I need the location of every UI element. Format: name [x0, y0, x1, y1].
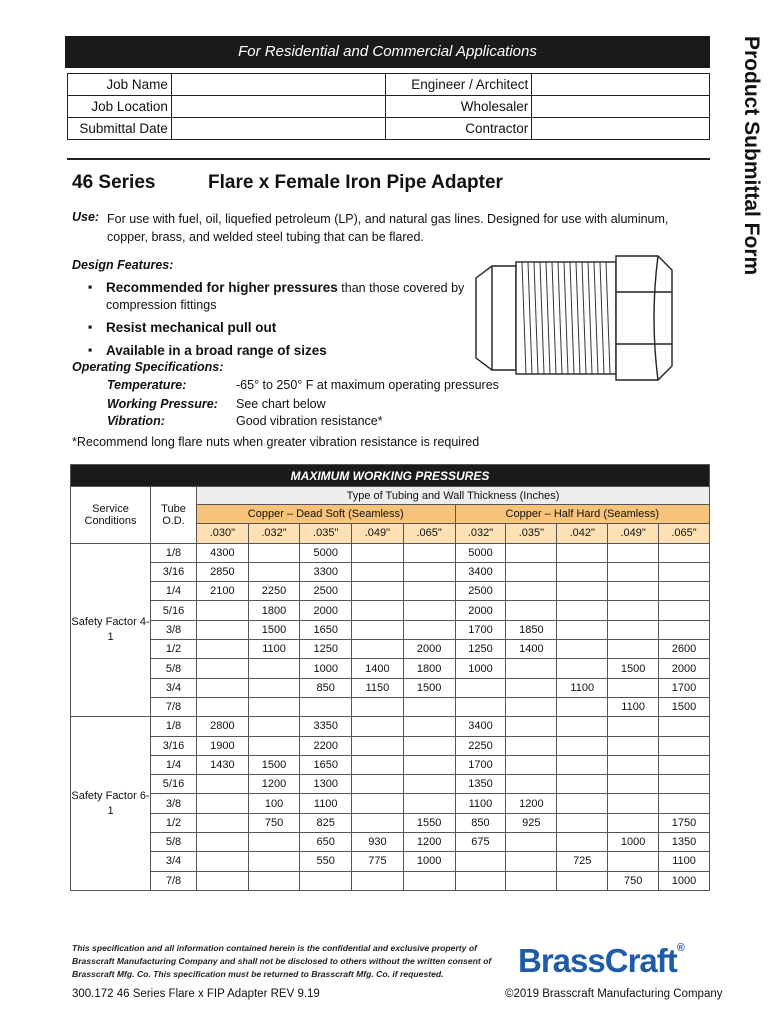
table-row: [71, 794, 710, 813]
pressure-cell: 3400: [455, 717, 506, 736]
pressure-cell: [608, 601, 659, 620]
pressure-cell: 1250: [455, 640, 506, 659]
tube-od-cell: 3/16: [151, 736, 197, 755]
pressure-cell: [197, 794, 249, 813]
use-text: For use with fuel, oil, liquefied petroleum (LP), and natural gas lines. Designed for use with aluminum, copper, brass, and welded steel tubing that can be flared.: [107, 212, 669, 244]
info-value-field[interactable]: [532, 96, 710, 118]
pressure-cell: 1000: [608, 833, 659, 852]
pressure-cell: 1200: [248, 775, 300, 794]
spec-key: Vibration:: [107, 414, 165, 428]
bullet-icon: ▪: [88, 280, 93, 294]
pressure-cell: [197, 678, 249, 697]
feature-item: [88, 279, 486, 314]
table-row: [71, 620, 710, 639]
wall-thickness-header: .049": [352, 524, 404, 543]
vibration-note: *Recommend long flare nuts when greater vibration resistance is required: [72, 435, 480, 449]
brasscraft-logo: [518, 942, 684, 980]
table-row: [71, 678, 710, 697]
tube-od-cell: 5/8: [151, 833, 197, 852]
pressure-cell: 2800: [197, 717, 249, 736]
pressure-cell: 1000: [403, 852, 455, 871]
pressure-cell: [608, 794, 659, 813]
pressure-cell: 550: [300, 852, 352, 871]
pressure-cell: [608, 543, 659, 562]
tube-od-cell: 1/2: [151, 640, 197, 659]
pressure-cell: 1200: [506, 794, 557, 813]
wall-thickness-header: .035": [506, 524, 557, 543]
pressure-cell: [659, 794, 710, 813]
pressure-cell: [608, 813, 659, 832]
pressure-cell: [557, 601, 608, 620]
feature-bold: Resist mechanical pull out: [106, 320, 277, 335]
pressure-cell: 1650: [300, 620, 352, 639]
info-row: [68, 96, 710, 118]
pressure-cell: [197, 852, 249, 871]
pressure-cell: [659, 543, 710, 562]
wall-thickness-header: .065": [403, 524, 455, 543]
pressure-cell: [608, 562, 659, 581]
pressure-cell: 1700: [659, 678, 710, 697]
pressure-cell: [352, 640, 404, 659]
pressure-cell: [197, 697, 249, 716]
pressure-cell: [557, 871, 608, 890]
feature-bold: Recommended for higher pressures: [106, 280, 338, 295]
pressure-cell: 930: [352, 833, 404, 852]
pressure-cell: 1700: [455, 755, 506, 774]
pressure-cell: [352, 794, 404, 813]
pressure-cell: [506, 697, 557, 716]
pressure-cell: 2500: [455, 582, 506, 601]
pressure-cell: [608, 678, 659, 697]
feature-item: [88, 319, 486, 337]
wall-thickness-header: .042": [557, 524, 608, 543]
pressure-cell: 1400: [506, 640, 557, 659]
spec-key: Temperature:: [107, 378, 187, 392]
pressure-cell: 750: [248, 813, 300, 832]
tube-od-cell: 5/16: [151, 601, 197, 620]
info-label: Engineer / Architect: [386, 74, 532, 96]
pressure-cell: [455, 871, 506, 890]
pressure-cell: 650: [300, 833, 352, 852]
pressure-cell: [197, 871, 249, 890]
table-row: [71, 601, 710, 620]
pressure-cell: 1350: [455, 775, 506, 794]
pressure-cell: 1100: [557, 678, 608, 697]
pressure-cell: 5000: [455, 543, 506, 562]
pressure-cell: 2100: [197, 582, 249, 601]
pressure-cell: 2000: [455, 601, 506, 620]
pressure-cell: [352, 717, 404, 736]
wall-thickness-header: .032": [455, 524, 506, 543]
bullet-icon: ▪: [88, 343, 93, 357]
pressure-cell: [352, 582, 404, 601]
pressure-cell: [352, 736, 404, 755]
pressure-cell: 1300: [300, 775, 352, 794]
tube-od-cell: 5/8: [151, 659, 197, 678]
pressure-cell: [455, 697, 506, 716]
pressure-cell: [197, 833, 249, 852]
tube-od-cell: 1/8: [151, 717, 197, 736]
tube-od-cell: 7/8: [151, 697, 197, 716]
tube-od-cell: 1/4: [151, 582, 197, 601]
pressure-cell: 1400: [352, 659, 404, 678]
section-divider: [67, 158, 710, 160]
half-hard-header: Copper – Half Hard (Seamless): [455, 505, 709, 524]
pressure-cell: 1000: [659, 871, 710, 890]
pressure-cell: [506, 543, 557, 562]
pressure-cell: [608, 736, 659, 755]
table-row: [71, 697, 710, 716]
pressure-cell: 2000: [300, 601, 352, 620]
pressure-cell: [557, 640, 608, 659]
pressure-cell: [659, 717, 710, 736]
tube-od-header: Tube O.D.: [151, 487, 197, 544]
pressure-cell: [506, 659, 557, 678]
pressure-cell: [300, 871, 352, 890]
feature-item: [88, 342, 486, 360]
pressure-cell: 3300: [300, 562, 352, 581]
wall-thickness-header: .035": [300, 524, 352, 543]
applications-banner: For Residential and Commercial Applications: [65, 36, 710, 68]
pressure-cell: 1500: [248, 755, 300, 774]
table-row: [71, 755, 710, 774]
pressure-cell: [608, 640, 659, 659]
pressure-cell: [248, 833, 300, 852]
pressure-cell: [403, 543, 455, 562]
pressure-cell: [248, 678, 300, 697]
spec-value: -65° to 250° F at maximum operating pressures: [236, 378, 499, 392]
pressure-cell: [403, 775, 455, 794]
pressure-cell: [403, 620, 455, 639]
pressure-cell: [557, 659, 608, 678]
pressure-cell: [248, 562, 300, 581]
pressure-cell: [352, 601, 404, 620]
pressure-cell: [248, 659, 300, 678]
pressure-cell: 3350: [300, 717, 352, 736]
side-title-text: Product Submittal Form: [740, 36, 763, 276]
info-value-field[interactable]: [171, 74, 386, 96]
use-label: Use:: [72, 210, 100, 224]
pressure-cell: [557, 562, 608, 581]
pressure-cell: [248, 871, 300, 890]
pressure-cell: [557, 543, 608, 562]
pressure-cell: 1100: [248, 640, 300, 659]
pressure-cell: 1000: [300, 659, 352, 678]
info-value-field[interactable]: [532, 118, 710, 140]
pressure-cell: [403, 582, 455, 601]
pressure-cell: [403, 601, 455, 620]
table-row: [71, 852, 710, 871]
document-id: 300.172 46 Series Flare x FIP Adapter REV 9.19: [72, 988, 320, 1000]
pressure-cell: [403, 717, 455, 736]
pressure-cell: [608, 582, 659, 601]
pressure-cell: 1500: [659, 697, 710, 716]
table-row: [71, 640, 710, 659]
pressure-cell: 725: [557, 852, 608, 871]
pressure-cell: 100: [248, 794, 300, 813]
registered-mark: ®: [676, 942, 684, 954]
pressure-cell: [506, 717, 557, 736]
pressure-cell: [608, 852, 659, 871]
job-info-table: [67, 73, 710, 140]
pressure-cell: [506, 582, 557, 601]
pressure-cell: 2250: [248, 582, 300, 601]
pressure-cell: [608, 755, 659, 774]
info-value-field[interactable]: [171, 118, 386, 140]
pressure-cell: 2600: [659, 640, 710, 659]
pressure-cell: 4300: [197, 543, 249, 562]
info-label: Wholesaler: [386, 96, 532, 118]
pressure-cell: 2250: [455, 736, 506, 755]
design-features-label: Design Features:: [72, 258, 174, 272]
wall-thickness-header: .049": [608, 524, 659, 543]
pressure-cell: 2000: [659, 659, 710, 678]
pressure-cell: 2500: [300, 582, 352, 601]
tube-od-cell: 1/8: [151, 543, 197, 562]
info-value-field[interactable]: [171, 96, 386, 118]
pressure-cell: [197, 775, 249, 794]
pressure-cell: [608, 775, 659, 794]
pressure-cell: 1250: [300, 640, 352, 659]
pressure-cell: 5000: [300, 543, 352, 562]
pressure-cell: [506, 562, 557, 581]
info-label: Job Location: [68, 96, 172, 118]
pressure-cell: [659, 601, 710, 620]
info-label: Submittal Date: [68, 118, 172, 140]
pressure-cell: 675: [455, 833, 506, 852]
flare-adapter-illustration: [470, 248, 682, 388]
pressure-cell: 1500: [608, 659, 659, 678]
pressure-cell: [352, 775, 404, 794]
pressure-cell: 1100: [455, 794, 506, 813]
pressure-cell: [403, 755, 455, 774]
logo-text: BrassCraft: [518, 942, 677, 979]
pressure-cell: 1100: [608, 697, 659, 716]
max-working-pressures-table: [70, 464, 710, 891]
pressure-cell: [506, 601, 557, 620]
pressure-cell: [557, 775, 608, 794]
pressure-cell: 1550: [403, 813, 455, 832]
info-label: Contractor: [386, 118, 532, 140]
pressure-cell: [352, 562, 404, 581]
bullet-icon: ▪: [88, 320, 93, 334]
pressure-cell: 1900: [197, 736, 249, 755]
pressure-cell: [300, 697, 352, 716]
pressure-cell: [659, 755, 710, 774]
wall-thickness-header: .030": [197, 524, 249, 543]
tube-od-cell: 3/8: [151, 620, 197, 639]
spec-value: See chart below: [236, 397, 326, 411]
pressure-cell: [197, 813, 249, 832]
table-row: [71, 736, 710, 755]
pressure-cell: 825: [300, 813, 352, 832]
pressure-cell: 1800: [403, 659, 455, 678]
pressure-cell: [197, 659, 249, 678]
pressure-cell: [557, 813, 608, 832]
pressure-cell: [557, 582, 608, 601]
table-title: MAXIMUM WORKING PRESSURES: [71, 465, 710, 487]
pressure-cell: [557, 717, 608, 736]
pressure-cell: 850: [300, 678, 352, 697]
service-conditions-header: Service Conditions: [71, 487, 151, 544]
product-title: Flare x Female Iron Pipe Adapter: [208, 172, 503, 193]
pressure-cell: [557, 794, 608, 813]
table-row: [71, 543, 710, 562]
pressure-cell: [455, 852, 506, 871]
table-row: [71, 562, 710, 581]
tube-od-cell: 1/4: [151, 755, 197, 774]
pressure-cell: 1750: [659, 813, 710, 832]
pressure-cell: 1100: [659, 852, 710, 871]
pressure-cell: 3400: [455, 562, 506, 581]
pressure-cell: [248, 717, 300, 736]
pressure-cell: 1150: [352, 678, 404, 697]
tube-od-cell: 5/16: [151, 775, 197, 794]
pressure-cell: [659, 562, 710, 581]
pressure-cell: 1500: [248, 620, 300, 639]
pressure-cell: [506, 833, 557, 852]
pressure-cell: 750: [608, 871, 659, 890]
pressure-cell: [608, 717, 659, 736]
service-condition-cell: Safety Factor 6-1: [71, 717, 151, 891]
pressure-cell: [659, 736, 710, 755]
pressure-cell: [506, 678, 557, 697]
pressure-cell: [197, 640, 249, 659]
dead-soft-header: Copper – Dead Soft (Seamless): [197, 505, 456, 524]
pressure-cell: [506, 755, 557, 774]
tube-od-cell: 3/8: [151, 794, 197, 813]
table-row: [71, 582, 710, 601]
pressure-cell: [659, 620, 710, 639]
table-row: [71, 775, 710, 794]
pressure-cell: [403, 562, 455, 581]
pressure-cell: [197, 601, 249, 620]
pressure-cell: [557, 620, 608, 639]
feature-rest: than those covered by compression fittings: [106, 281, 465, 312]
pressure-cell: [352, 871, 404, 890]
pressure-cell: [248, 852, 300, 871]
spec-key: Working Pressure:: [107, 397, 218, 411]
pressure-cell: 1200: [403, 833, 455, 852]
pressure-cell: [659, 775, 710, 794]
info-value-field[interactable]: [532, 74, 710, 96]
tube-od-cell: 7/8: [151, 871, 197, 890]
tubing-type-header: Type of Tubing and Wall Thickness (Inches): [197, 487, 710, 505]
product-submittal-form-title: [735, 36, 765, 326]
series-name: 46 Series: [72, 172, 156, 193]
pressure-cell: 1850: [506, 620, 557, 639]
pressure-cell: [403, 697, 455, 716]
pressure-cell: 1500: [403, 678, 455, 697]
pressure-cell: 2200: [300, 736, 352, 755]
pressure-cell: [403, 736, 455, 755]
pressure-cell: 925: [506, 813, 557, 832]
info-row: [68, 74, 710, 96]
pressure-cell: [248, 543, 300, 562]
pressure-cell: 1100: [300, 794, 352, 813]
pressure-cell: [557, 755, 608, 774]
info-label: Job Name: [68, 74, 172, 96]
pressure-cell: [506, 852, 557, 871]
pressure-cell: 1000: [455, 659, 506, 678]
pressure-cell: 2000: [403, 640, 455, 659]
pressure-cell: [352, 697, 404, 716]
copyright: ©2019 Brasscraft Manufacturing Company: [505, 988, 723, 1000]
pressure-cell: [248, 736, 300, 755]
pressure-cell: 1350: [659, 833, 710, 852]
pressure-cell: [352, 543, 404, 562]
pressure-cell: [557, 697, 608, 716]
table-row: [71, 813, 710, 832]
pressure-cell: [608, 620, 659, 639]
pressure-cell: 850: [455, 813, 506, 832]
info-row: [68, 118, 710, 140]
feature-bold: Available in a broad range of sizes: [106, 343, 327, 358]
pressure-cell: [557, 736, 608, 755]
pressure-cell: [506, 775, 557, 794]
tube-od-cell: 3/16: [151, 562, 197, 581]
spec-value: Good vibration resistance*: [236, 414, 383, 428]
pressure-cell: [352, 755, 404, 774]
tube-od-cell: 3/4: [151, 678, 197, 697]
pressure-cell: [352, 813, 404, 832]
tube-od-cell: 3/4: [151, 852, 197, 871]
confidentiality-disclaimer: This specification and all information contained herein is the confidential and exclusive property of Brasscraft Manufacturing Company and shall not be disclosed to others without the written consent of Brasscraft Mfg. Co. This specification must be returned to Brasscraft Mfg. Co. if requested.: [72, 943, 492, 979]
pressure-cell: [352, 620, 404, 639]
table-row: [71, 871, 710, 890]
pressure-cell: [455, 678, 506, 697]
pressure-cell: 1430: [197, 755, 249, 774]
operating-specs-label: Operating Specifications:: [72, 360, 224, 374]
pressure-cell: [557, 833, 608, 852]
pressure-cell: [403, 794, 455, 813]
pressure-cell: [659, 582, 710, 601]
pressure-cell: [403, 871, 455, 890]
pressure-cell: 2850: [197, 562, 249, 581]
pressure-cell: 1700: [455, 620, 506, 639]
pressure-cell: [506, 871, 557, 890]
pressure-cell: [197, 620, 249, 639]
pressure-cell: 1800: [248, 601, 300, 620]
wall-thickness-header: .065": [659, 524, 710, 543]
pressure-cell: [506, 736, 557, 755]
tube-od-cell: 1/2: [151, 813, 197, 832]
wall-thickness-header: .032": [248, 524, 300, 543]
table-row: [71, 659, 710, 678]
pressure-cell: [248, 697, 300, 716]
service-condition-cell: Safety Factor 4-1: [71, 543, 151, 717]
table-row: [71, 833, 710, 852]
pressure-cell: 775: [352, 852, 404, 871]
table-row: [71, 717, 710, 736]
pressure-cell: 1650: [300, 755, 352, 774]
